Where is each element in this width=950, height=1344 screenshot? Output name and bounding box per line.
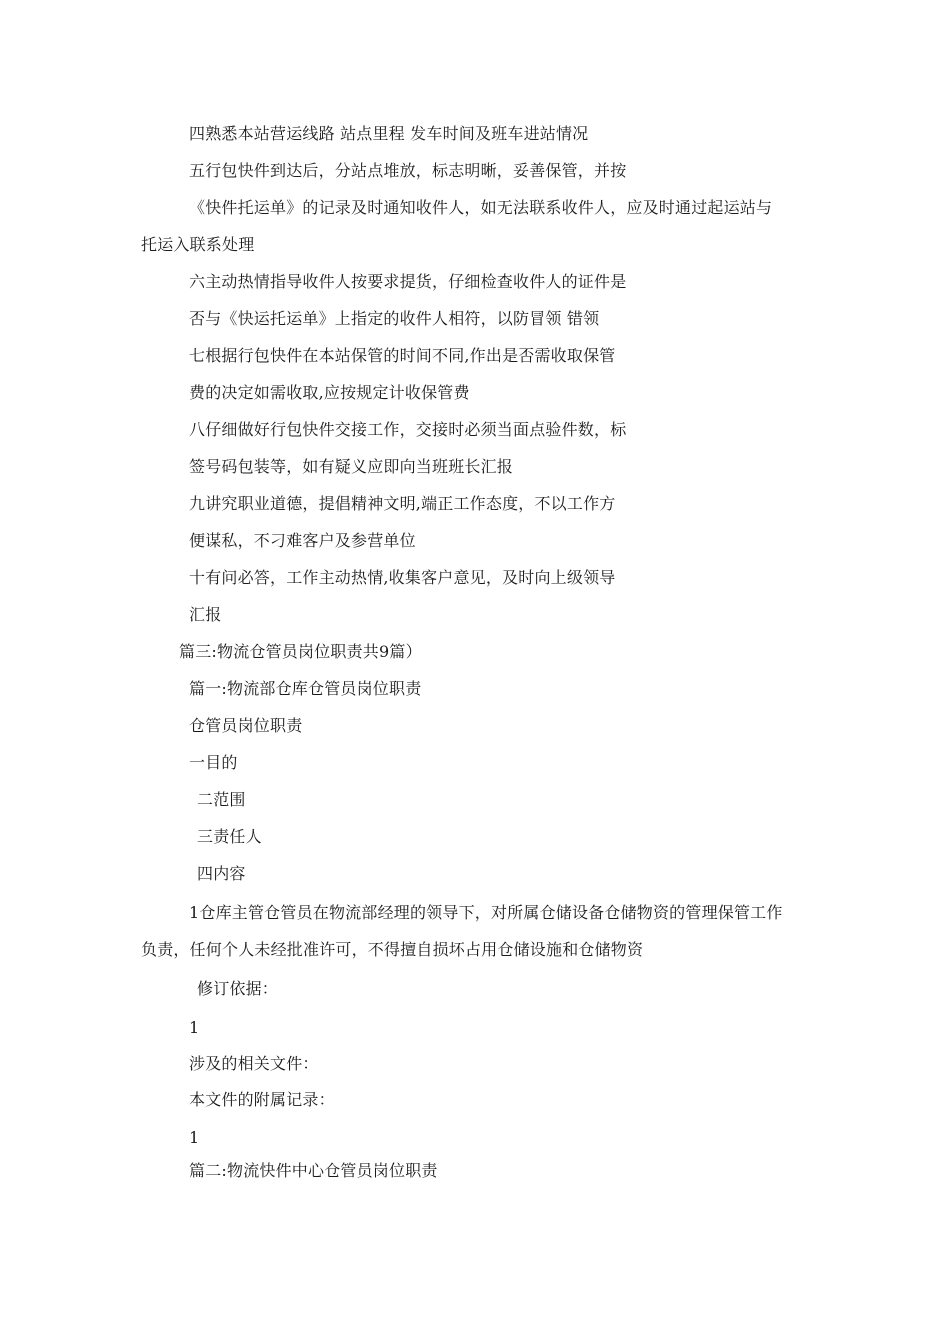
text-line: 八仔细做好行包快件交接工作，交接时必须当面点验件数，标	[189, 420, 627, 439]
text-line: 四内容	[197, 864, 246, 883]
text-line: 托运入联系处理	[141, 235, 255, 254]
text-line: 汇报	[189, 605, 222, 624]
text-line: 五行包快件到达后，分站点堆放，标志明晰，妥善保管，并按	[189, 161, 627, 180]
section-heading: 篇二:物流快件中心仓管员岗位职责	[189, 1161, 438, 1180]
text-line: 负责，任何个人未经批准许可，不得擅自损坏占用仓储设施和仓储物资	[141, 940, 644, 959]
text-line: 六主动热情指导收件人按要求提货，仔细检查收件人的证件是	[189, 272, 627, 291]
text-line: 1	[189, 1128, 200, 1147]
text-line: 签号码包装等，如有疑义应即向当班班长汇报	[189, 457, 514, 476]
text-line: 涉及的相关文件：	[189, 1054, 319, 1073]
text-line: 费的决定如需收取,应按规定计收保管费	[189, 383, 470, 402]
text-line: 仓管员岗位职责	[189, 716, 303, 735]
text-line: 三责任人	[197, 827, 262, 846]
text-line: 四熟悉本站营运线路 站点里程 发车时间及班车进站情况	[189, 124, 589, 143]
text-line: 否与《快运托运单》上指定的收件人相符，以防冒领 错领	[189, 309, 600, 328]
section-heading: 篇三:物流仓管员岗位职责共9篇）	[179, 642, 422, 661]
text-line: 二范围	[197, 790, 246, 809]
section-heading: 篇一:物流部仓库仓管员岗位职责	[189, 679, 422, 698]
text-line: 1仓库主管仓管员在物流部经理的领导下，对所属仓储设备仓储物资的管理保管工作	[189, 903, 783, 922]
text-line: 1	[189, 1018, 200, 1037]
text-line: 一目的	[189, 753, 238, 772]
text-line: 十有问必答，工作主动热情,收集客户意见，及时向上级领导	[189, 568, 616, 587]
text-line: 九讲究职业道德，提倡精神文明,端正工作态度，不以工作方	[189, 494, 616, 513]
text-line: 便谋私，不刁难客户及参营单位	[189, 531, 416, 550]
text-line: 本文件的附属记录：	[189, 1090, 335, 1109]
text-line: 《快件托运单》的记录及时通知收件人，如无法联系收件人，应及时通过起运站与	[189, 198, 773, 217]
text-line: 修订依据：	[197, 979, 279, 998]
text-line: 七根据行包快件在本站保管的时间不同,作出是否需收取保管	[189, 346, 616, 365]
